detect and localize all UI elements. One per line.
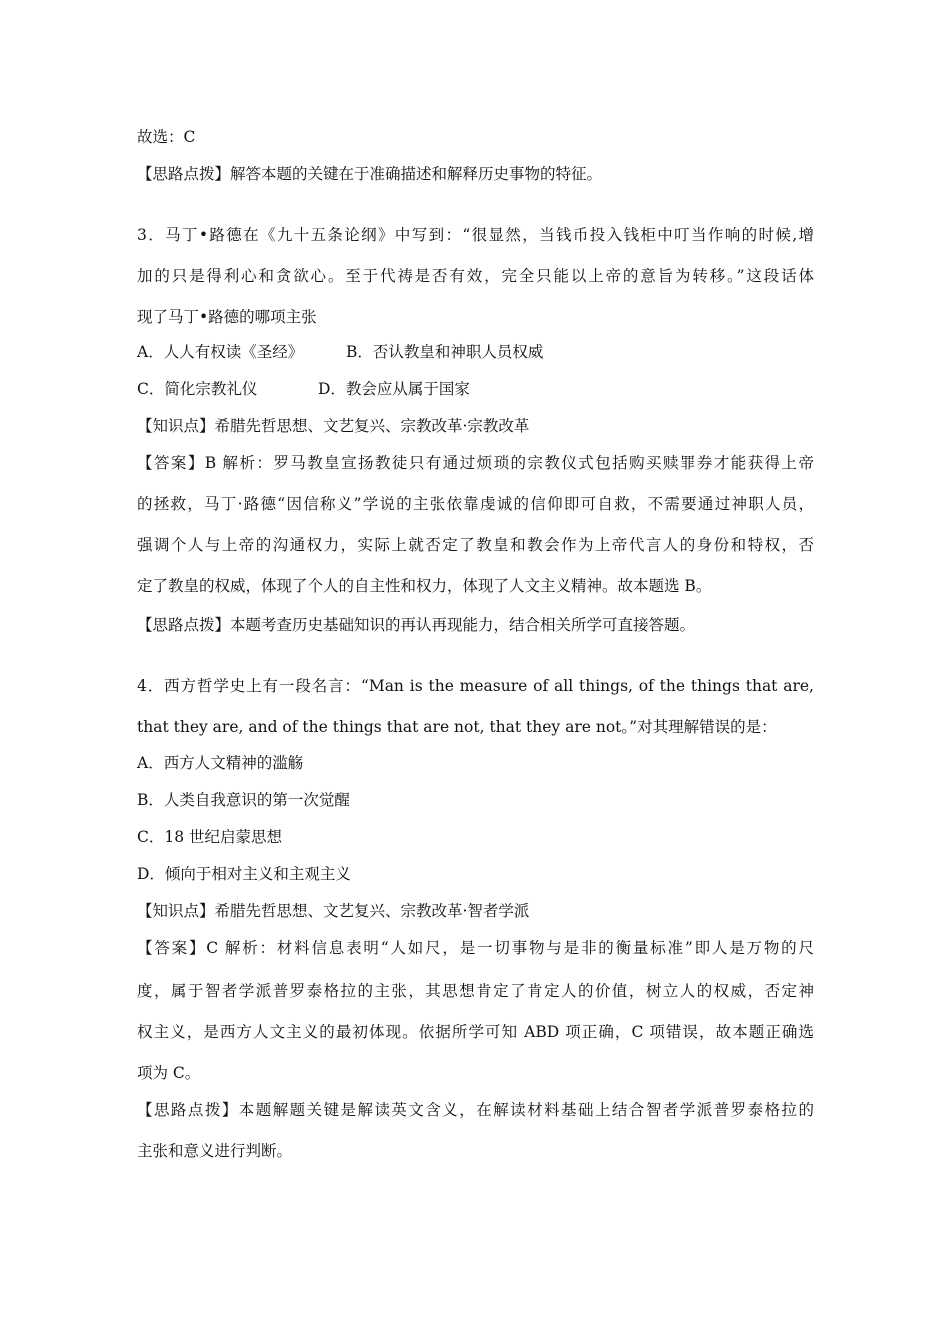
- q4-stem-line-1: 4．西方哲学史上有一段名言：“Man is the measure of all things, of the things that are,: [137, 677, 814, 695]
- q4-option-b: B．人类自我意识的第一次觉醒: [137, 791, 350, 809]
- q4-answer-line-2: 度，属于智者学派普罗泰格拉的主张，其思想肯定了肯定人的价值，树立人的权威，否定神: [137, 982, 814, 1000]
- q4-option-d: D．倾向于相对主义和主观主义: [137, 865, 351, 883]
- q3-stem-line-1: 3．马丁•路德在《九十五条论纲》中写到：“很显然，当钱币投入钱柜中叮当作响的时候,增: [137, 226, 814, 244]
- q4-stem-line-2: that they are, and of the things that are not, that they are not。”对其理解错误的是：: [137, 718, 777, 736]
- prev-tip: 【思路点拨】解答本题的关键在于准确描述和解释历史事物的特征。: [137, 165, 603, 183]
- q4-option-a: A．西方人文精神的滥觞: [137, 754, 304, 772]
- q3-options-row-1: [137, 342, 814, 362]
- q3-answer-line-4: 定了教皇的权威，体现了个人的自主性和权力，体现了人文主义精神。故本题选 B。: [137, 577, 712, 595]
- q3-stem-line-2: 加的只是得利心和贪欲心。至于代祷是否有效，完全只能以上帝的意旨为转移。”这段话体: [137, 267, 814, 285]
- prev-answer-line: 故选：C: [137, 128, 196, 146]
- q3-knowledge-point: 【知识点】希腊先哲思想、文艺复兴、宗教改革·宗教改革: [137, 417, 530, 435]
- q4-answer-line-4: 项为 C。: [137, 1064, 201, 1082]
- q3-option-b: B．否认教皇和神职人员权威: [346, 343, 544, 361]
- q4-tip-line-2: 主张和意义进行判断。: [137, 1142, 293, 1160]
- q3-tip: 【思路点拨】本题考查历史基础知识的再认再现能力，结合相关所学可直接答题。: [137, 616, 696, 634]
- q3-answer-line-2: 的拯救，马丁·路德“因信称义”学说的主张依靠虔诚的信仰即可自救，不需要通过神职人员，: [137, 495, 814, 513]
- q3-options-row-2: [137, 379, 814, 399]
- q4-answer-line-3: 权主义，是西方人文主义的最初体现。依据所学可知 ABD 项正确，C 项错误，故本题正确选: [137, 1023, 814, 1041]
- q4-tip-line-1: 【思路点拨】本题解题关键是解读英文含义，在解读材料基础上结合智者学派普罗泰格拉的: [137, 1101, 814, 1119]
- q3-option-a: A．人人有权读《圣经》: [137, 343, 304, 361]
- q3-stem-line-3: 现了马丁•路德的哪项主张: [137, 308, 317, 326]
- q3-answer-line-1: 【答案】B 解析：罗马教皇宣扬教徒只有通过烦琐的宗教仪式包括购买赎罪券才能获得上帝: [137, 454, 814, 472]
- q4-answer-line-1: 【答案】C 解析：材料信息表明“人如尺，是一切事物与是非的衡量标准”即人是万物的尺: [137, 939, 814, 957]
- q4-knowledge-point: 【知识点】希腊先哲思想、文艺复兴、宗教改革·智者学派: [137, 902, 530, 920]
- q3-option-c: C．简化宗教礼仪: [137, 380, 258, 398]
- q4-option-c: C．18 世纪启蒙思想: [137, 828, 283, 846]
- q3-answer-line-3: 强调个人与上帝的沟通权力，实际上就否定了教皇和教会作为上帝代言人的身份和特权，否: [137, 536, 814, 554]
- q3-option-d: D．教会应从属于国家: [318, 380, 470, 398]
